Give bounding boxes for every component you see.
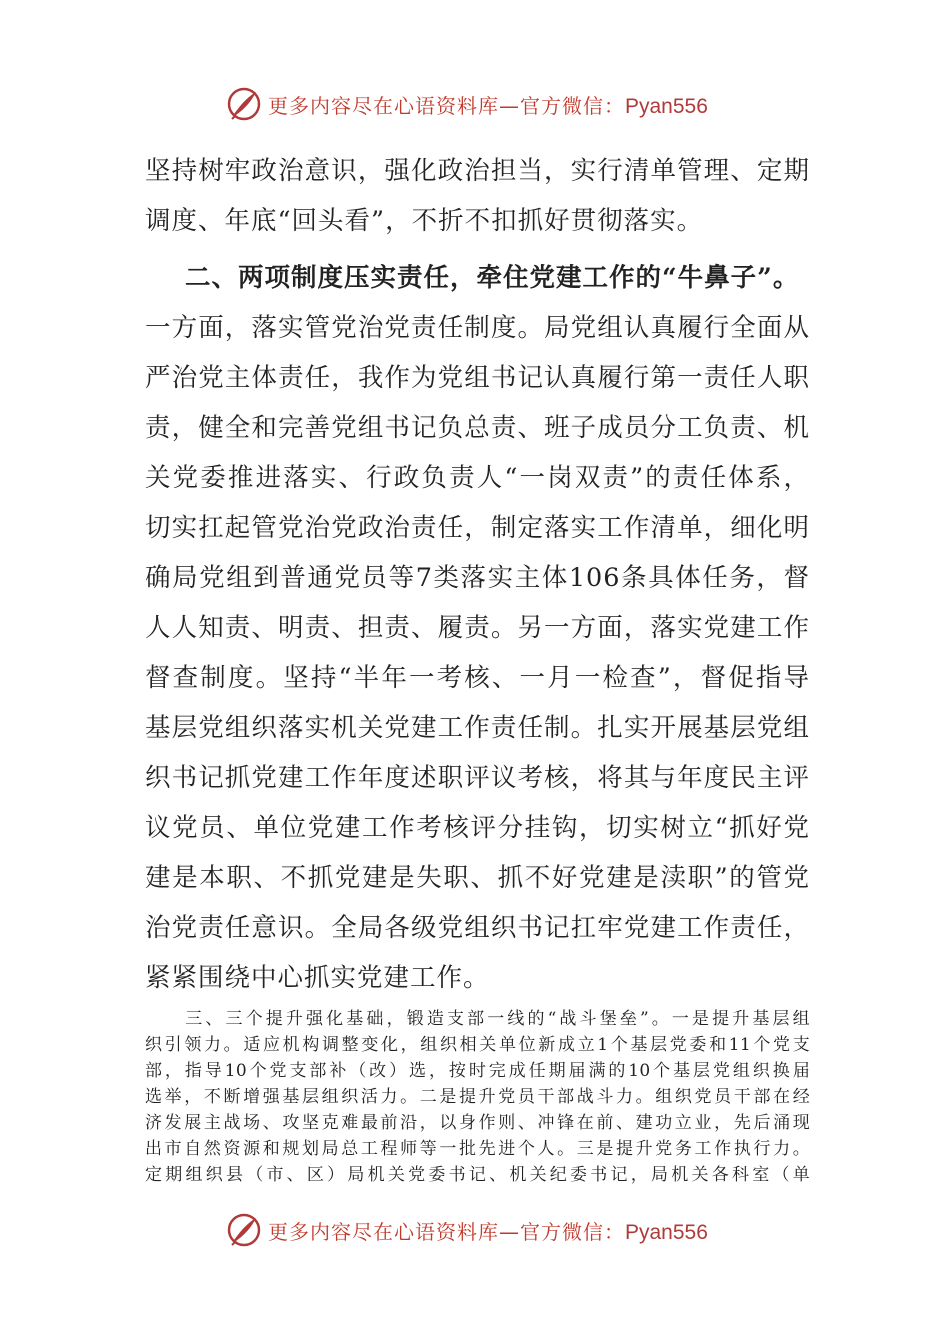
paragraph-1 — [145, 146, 810, 246]
paragraph-2-line: 切实扛起管党治党政治责任，制定落实工作清单，细化明 — [145, 513, 810, 543]
paragraph-2-line: 织书记抓党建工作年度述职评议考核，将其与年度民主评 — [145, 763, 810, 793]
quill-logo-icon — [226, 86, 262, 122]
paragraph-2-line: 关党委推进落实、行政负责人“一岗双责”的责任体系， — [145, 463, 810, 493]
header-watermark-text — [268, 90, 708, 119]
paragraph-3-line: 定期组织县（市、区）局机关党委书记、机关纪委书记，局机关各科室（单 — [145, 1165, 810, 1185]
paragraph-3-line: 三、三个提升强化基础，锻造支部一线的“战斗堡垒”。一是提升基层组 — [145, 1009, 810, 1029]
paragraph-1-line: 调度、年底“回头看”，不折不扣抓好贯彻落实。 — [145, 206, 704, 236]
paragraph-2 — [145, 253, 810, 1003]
paragraph-3-line: 部，指导10个党支部补（改）选，按时完成任期届满的10个基层党组织换届 — [145, 1061, 810, 1081]
footer-watermark-text — [268, 1216, 708, 1245]
paragraph-2-line: 建是本职、不抓党建是失职、抓不好党建是渎职”的管党 — [145, 863, 810, 893]
paragraph-2-line: 人人知责、明责、担责、履责。另一方面，落实党建工作 — [145, 613, 810, 643]
header-watermark-code: Pyan556 — [625, 94, 708, 118]
footer-watermark-banner — [226, 1210, 746, 1250]
paragraph-2-line: 紧紧围绕中心抓实党建工作。 — [145, 963, 490, 993]
paragraph-2-line: 治党责任意识。全局各级党组织书记扛牢党建工作责任， — [145, 913, 810, 943]
paragraph-2-line: 督查制度。坚持“半年一考核、一月一检查”，督促指导 — [145, 663, 810, 693]
paragraph-1-line: 坚持树牢政治意识，强化政治担当，实行清单管理、定期 — [145, 156, 810, 186]
paragraph-2-line: 严治党主体责任，我作为党组书记认真履行第一责任人职 — [145, 363, 810, 393]
paragraph-3-line: 出市自然资源和规划局总工程师等一批先进个人。三是提升党务工作执行力。 — [145, 1139, 810, 1159]
footer-watermark-code: Pyan556 — [625, 1220, 708, 1244]
paragraph-2-line: 责，健全和完善党组书记负总责、班子成员分工负责、机 — [145, 413, 810, 443]
section-heading: 二、两项制度压实责任，牵住党建工作的“牛鼻子”。 — [185, 263, 800, 293]
paragraph-3-line: 织引领力。适应机构调整变化，组织相关单位新成立1个基层党委和11个党支 — [145, 1035, 810, 1055]
paragraph-3 — [145, 1006, 810, 1188]
header-watermark-banner — [226, 84, 746, 124]
quill-logo-icon — [226, 1212, 262, 1248]
paragraph-2-line: 议党员、单位党建工作考核评分挂钩，切实树立“抓好党 — [145, 813, 810, 843]
paragraph-2-line: 一方面，落实管党治党责任制度。局党组认真履行全面从 — [145, 313, 810, 343]
paragraph-2-line: 确局党组到普通党员等7类落实主体106条具体任务，督 — [145, 563, 810, 593]
paragraph-3-line: 济发展主战场、攻坚克难最前沿，以身作则、冲锋在前、建功立业，先后涌现 — [145, 1113, 810, 1133]
paragraph-3-line: 选举，不断增强基层组织活力。二是提升党员干部战斗力。组织党员干部在经 — [145, 1087, 810, 1107]
header-watermark-label: 更多内容尽在心语资料库—官方微信： — [268, 93, 625, 118]
footer-watermark-label: 更多内容尽在心语资料库—官方微信： — [268, 1219, 625, 1244]
paragraph-2-line: 基层党组织落实机关党建工作责任制。扎实开展基层党组 — [145, 713, 810, 743]
